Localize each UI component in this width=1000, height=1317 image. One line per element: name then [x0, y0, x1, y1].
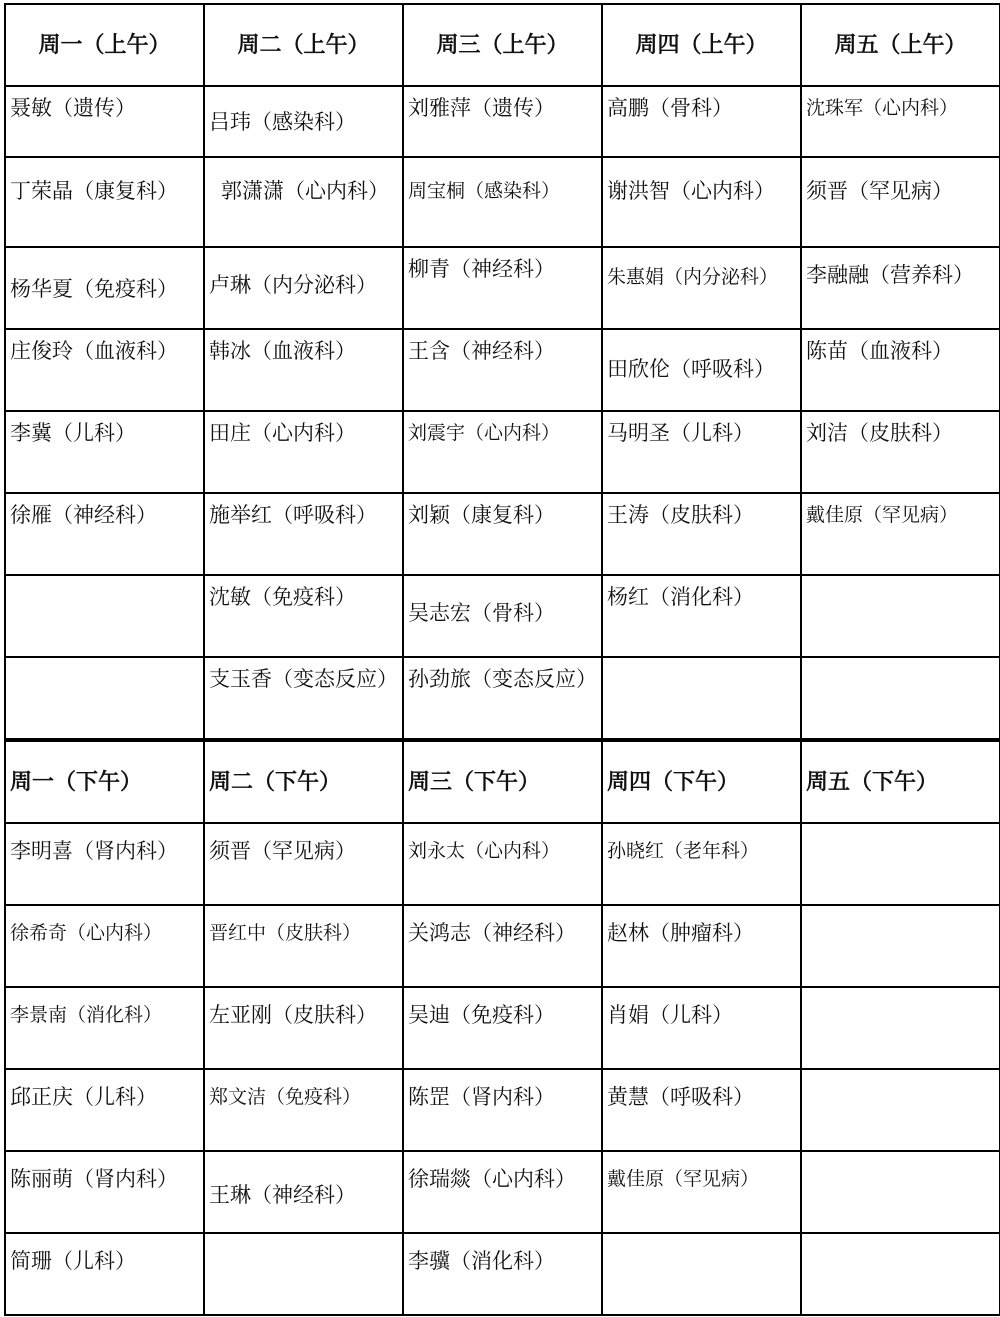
doctor-cell: 卢琳（内分泌科） [204, 247, 403, 329]
doctor-cell: 刘永太（心内科） [403, 823, 602, 905]
doctor-cell: 谢洪智（心内科） [602, 157, 801, 247]
doctor-cell: 吴迪（免疫科） [403, 987, 602, 1069]
doctor-cell: 戴佳原（罕见病） [602, 1151, 801, 1233]
header-cell: 周四（上午） [602, 4, 801, 86]
doctor-cell [801, 575, 1000, 657]
doctor-cell: 晋红中（皮肤科） [204, 905, 403, 987]
doctor-cell: 须晋（罕见病） [204, 823, 403, 905]
table-row [5, 86, 1000, 157]
doctor-cell: 吕玮（感染科） [204, 86, 403, 157]
table-row [5, 247, 1000, 329]
header-cell: 周二（下午） [204, 741, 403, 823]
doctor-cell [602, 1233, 801, 1315]
doctor-cell: 孙晓红（老年科） [602, 823, 801, 905]
doctor-cell: 赵林（肿瘤科） [602, 905, 801, 987]
doctor-cell [801, 1069, 1000, 1151]
table-row [5, 493, 1000, 575]
morning-header-row [5, 4, 1000, 86]
header-cell: 周一（下午） [5, 741, 204, 823]
table-row [5, 575, 1000, 657]
doctor-cell: 吴志宏（骨科） [403, 575, 602, 657]
header-cell: 周四（下午） [602, 741, 801, 823]
doctor-cell: 戴佳原（罕见病） [801, 493, 1000, 575]
doctor-cell: 王涛（皮肤科） [602, 493, 801, 575]
doctor-cell [5, 657, 204, 739]
doctor-cell: 陈苗（血液科） [801, 329, 1000, 411]
header-cell: 周二（上午） [204, 4, 403, 86]
doctor-cell: 郭潇潇（心内科） [204, 157, 403, 247]
doctor-cell [801, 987, 1000, 1069]
doctor-cell [204, 1233, 403, 1315]
doctor-cell [801, 905, 1000, 987]
doctor-cell: 李骥（消化科） [403, 1233, 602, 1315]
header-cell: 周五（下午） [801, 741, 1000, 823]
doctor-cell [602, 657, 801, 739]
doctor-cell: 刘颖（康复科） [403, 493, 602, 575]
doctor-cell: 黄慧（呼吸科） [602, 1069, 801, 1151]
doctor-cell: 施举红（呼吸科） [204, 493, 403, 575]
doctor-cell [801, 657, 1000, 739]
doctor-cell [801, 1233, 1000, 1315]
doctor-cell: 陈丽萌（肾内科） [5, 1151, 204, 1233]
afternoon-header-row [5, 741, 1000, 823]
doctor-cell: 王含（神经科） [403, 329, 602, 411]
doctor-cell: 徐雁（神经科） [5, 493, 204, 575]
table-row [5, 657, 1000, 739]
doctor-cell: 杨华夏（免疫科） [5, 247, 204, 329]
table-row [5, 1233, 1000, 1315]
header-cell: 周五（上午） [801, 4, 1000, 86]
doctor-cell: 沈珠军（心内科） [801, 86, 1000, 157]
doctor-cell: 高鹏（骨科） [602, 86, 801, 157]
table-row [5, 1069, 1000, 1151]
header-cell: 周三（上午） [403, 4, 602, 86]
doctor-cell: 刘震宇（心内科） [403, 411, 602, 493]
doctor-cell: 关鸿志（神经科） [403, 905, 602, 987]
doctor-cell: 田欣伦（呼吸科） [602, 329, 801, 411]
morning-schedule-table [4, 3, 1000, 740]
table-row [5, 987, 1000, 1069]
doctor-cell: 柳青（神经科） [403, 247, 602, 329]
doctor-cell: 聂敏（遗传） [5, 86, 204, 157]
doctor-cell: 沈敏（免疫科） [204, 575, 403, 657]
doctor-cell [801, 1151, 1000, 1233]
doctor-cell: 徐希奇（心内科） [5, 905, 204, 987]
table-row [5, 157, 1000, 247]
doctor-cell: 邱正庆（儿科） [5, 1069, 204, 1151]
doctor-cell [801, 823, 1000, 905]
doctor-cell: 徐瑞燚（心内科） [403, 1151, 602, 1233]
doctor-cell: 丁荣晶（康复科） [5, 157, 204, 247]
doctor-cell: 左亚刚（皮肤科） [204, 987, 403, 1069]
doctor-cell: 庄俊玲（血液科） [5, 329, 204, 411]
table-row [5, 905, 1000, 987]
doctor-cell: 田庄（心内科） [204, 411, 403, 493]
doctor-cell: 陈罡（肾内科） [403, 1069, 602, 1151]
doctor-cell: 韩冰（血液科） [204, 329, 403, 411]
doctor-cell: 李融融（营养科） [801, 247, 1000, 329]
doctor-cell: 简珊（儿科） [5, 1233, 204, 1315]
doctor-cell: 孙劲旅（变态反应） [403, 657, 602, 739]
doctor-cell: 李冀（儿科） [5, 411, 204, 493]
afternoon-schedule-table [4, 740, 1000, 1316]
doctor-cell: 朱惠娟（内分泌科） [602, 247, 801, 329]
doctor-cell: 马明圣（儿科） [602, 411, 801, 493]
doctor-cell: 郑文洁（免疫科） [204, 1069, 403, 1151]
table-row [5, 823, 1000, 905]
doctor-cell: 须晋（罕见病） [801, 157, 1000, 247]
doctor-cell: 支玉香（变态反应） [204, 657, 403, 739]
table-row [5, 411, 1000, 493]
doctor-cell: 杨红（消化科） [602, 575, 801, 657]
table-row [5, 329, 1000, 411]
doctor-cell: 肖娟（儿科） [602, 987, 801, 1069]
doctor-cell: 周宝桐（感染科） [403, 157, 602, 247]
table-row [5, 1151, 1000, 1233]
header-cell: 周一（上午） [5, 4, 204, 86]
doctor-cell [5, 575, 204, 657]
doctor-cell: 刘雅萍（遗传） [403, 86, 602, 157]
doctor-cell: 刘洁（皮肤科） [801, 411, 1000, 493]
doctor-cell: 李明喜（肾内科） [5, 823, 204, 905]
header-cell: 周三（下午） [403, 741, 602, 823]
doctor-cell: 王琳（神经科） [204, 1151, 403, 1233]
doctor-cell: 李景南（消化科） [5, 987, 204, 1069]
